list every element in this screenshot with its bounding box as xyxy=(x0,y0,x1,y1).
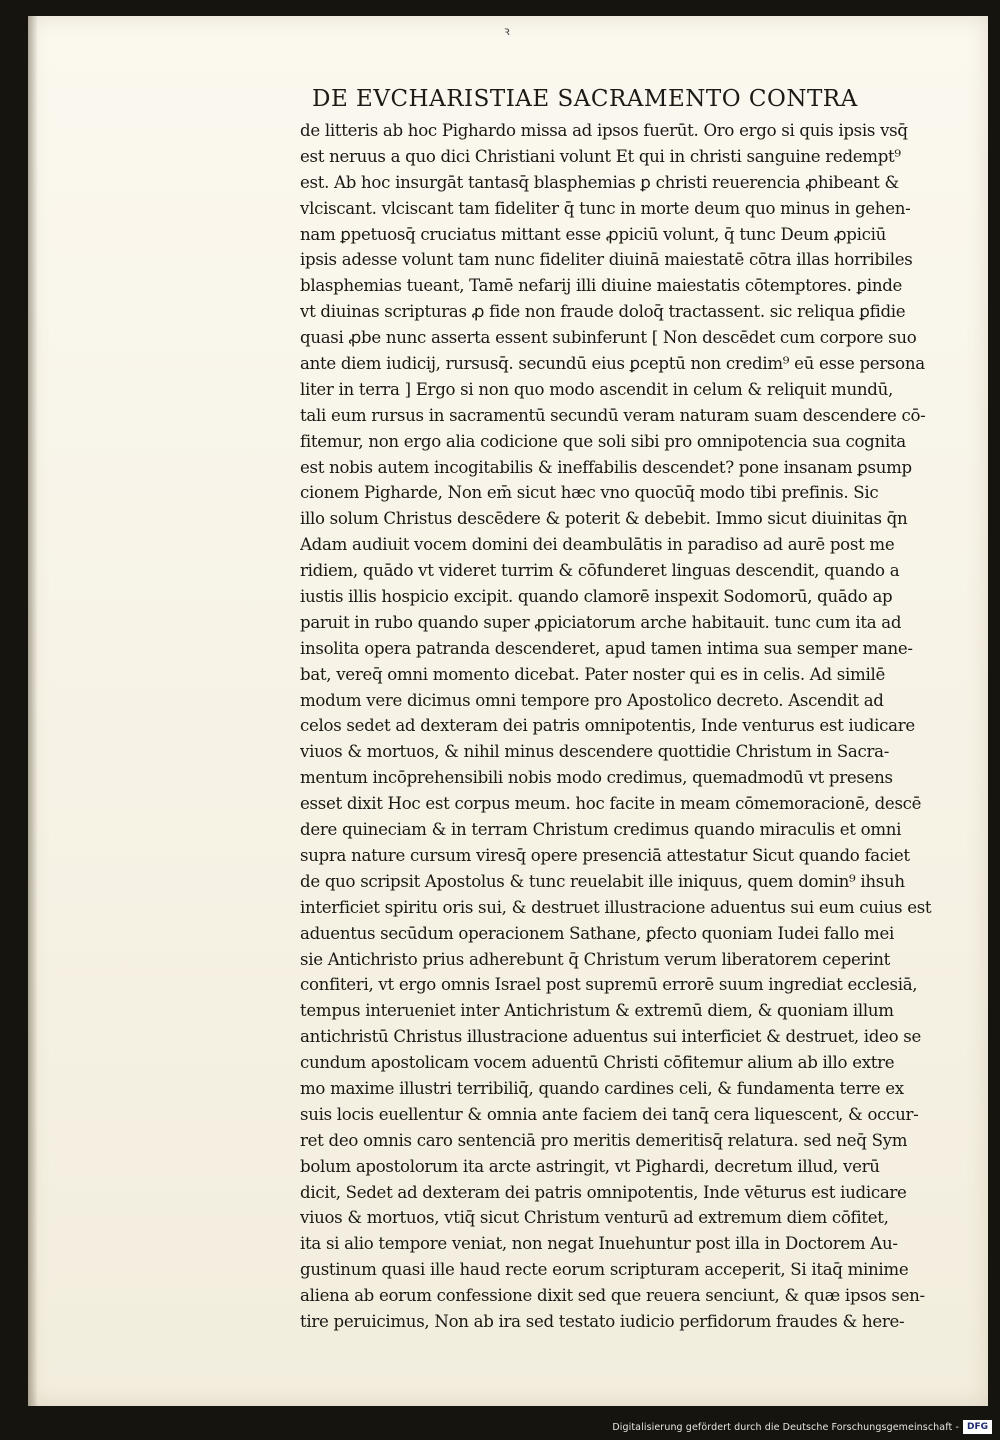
text-line: est neruus a quo dici Christiani volunt Et qui in christi sanguine redempt⁹ xyxy=(300,146,901,166)
text-line: mo maxime illustri terribiliq̄, quando cardines celi, & fundamenta terre ex xyxy=(300,1078,904,1098)
text-line: suis locis euellentur & omnia ante faciem dei tanq̄ cera liquescent, & occur- xyxy=(300,1104,919,1124)
text-line: celos sedet ad dexteram dei patris omnipotentis, Inde venturus est iudicare xyxy=(300,716,915,736)
text-line: ret deo omnis caro sentenciā pro meritis demeritisq̄ relatura. sed neq̄ Sym xyxy=(300,1130,908,1150)
text-line: ita si alio tempore veniat, non negat Inuehuntur post illa in Doctorem Au- xyxy=(300,1234,898,1254)
text-line: tire peruicimus, Non ab ira sed testato iudicio perfidorum fraudes & here- xyxy=(300,1311,905,1331)
text-line: blasphemias tueant, Tamē nefarij illi diuine maiestatis cōtemptores. ꝑinde xyxy=(300,276,903,296)
page-shadow-edge xyxy=(28,16,38,1406)
text-line: interficiet spiritu oris sui, & destruet illustracione aduentus sui eum cuius est xyxy=(300,897,932,917)
text-line: viuos & mortuos, vtiq̄ sicut Christum venturū ad extremum diem cōfitet, xyxy=(300,1208,889,1228)
text-line: vt diuinas scripturas ꝓ fide non fraude doloq̄ tractassent. sic reliqua ꝑfidie xyxy=(300,302,906,322)
text-line: aliena ab eorum confessione dixit sed que reuera senciunt, & quæ ipsos sen- xyxy=(300,1286,925,1306)
text-line: fitemur, non ergo alia codicione que soli sibi pro omnipotencia sua cognita xyxy=(300,431,906,451)
crop-mark: ꝛ xyxy=(504,24,510,38)
text-line: quasi ꝓbe nunc asserta essent subinferunt [ Non descēdet cum corpore suo xyxy=(300,328,917,348)
text-line: ridiem, quādo vt videret turrim & cōfunderet linguas descendit, quando a xyxy=(300,561,900,581)
text-line: nam ꝑpetuosq̄ cruciatus mittant esse ꝓpiciū volunt, q̄ tunc Deum ꝓpiciū xyxy=(300,224,887,244)
text-line: cionem Pigharde, Non em̄ sicut hæc vno quocūq̄ modo tibi prefinis. Sic xyxy=(300,483,879,503)
text-line: viuos & mortuos, & nihil minus descendere quottidie Christum in Sacra- xyxy=(300,742,890,762)
footer-credit xyxy=(612,1420,992,1434)
text-line: ante diem iudicij, rursusq̄. secundū eius ꝑceptū non credim⁹ eū esse persona xyxy=(300,354,925,374)
text-line: de quo scripsit Apostolus & tunc reuelabit ille iniquus, quem domin⁹ ihsuh xyxy=(300,871,905,891)
footer-credit-text: Digitalisierung gefördert durch die Deutsche Forschungsgemeinschaft - xyxy=(612,1421,959,1433)
text-line: de litteris ab hoc Pighardo missa ad ipsos fuerūt. Oro ergo si quis ipsis vsq̄ xyxy=(300,121,908,140)
text-line: bat, vereq̄ omni momento dicebat. Pater noster qui es in celis. Ad similē xyxy=(300,664,885,684)
text-line: mentum incōprehensibili nobis modo credimus, quemadmodū vt presens xyxy=(300,768,893,788)
page-heading: DE EVCHARISTIAE SACRAMENTO CONTRA xyxy=(312,86,858,112)
body-text-block xyxy=(300,118,940,1335)
text-line: supra nature cursum viresq̄ opere presenciā attestatur Sicut quando faciet xyxy=(300,845,910,865)
text-line: Adam audiuit vocem domini dei deambulātis in paradiso ad aurē post me xyxy=(300,535,895,555)
text-line: liter in terra ] Ergo si non quo modo ascendit in celum & reliquit mundū, xyxy=(300,379,893,399)
text-line: paruit in rubo quando super ꝓpiciatorum arche habitauit. tunc cum ita ad xyxy=(300,612,902,632)
text-line: vlciscant. vlciscant tam fideliter q̄ tunc in morte deum quo minus in gehen- xyxy=(300,198,911,218)
text-line: gustinum quasi ille haud recte eorum scripturam acceperit, Si itaq̄ minime xyxy=(300,1260,909,1280)
text-line: insolita opera patranda descenderet, apud tamen intima sua semper mane- xyxy=(300,638,913,658)
text-line: aduentus secūdum operacionem Sathane, ꝑfecto quoniam Iudei fallo mei xyxy=(300,923,894,943)
text-line: modum vere dicimus omni tempore pro Apostolico decreto. Ascendit ad xyxy=(300,690,884,710)
text-line: bolum apostolorum ita arcte astringit, vt Pighardi, decretum illud, verū xyxy=(300,1156,880,1176)
text-line: tali eum rursus in sacramentū secundū veram naturam suam descendere cō- xyxy=(300,405,926,425)
text-line: ipsis adesse volunt tam nunc fideliter diuinā maiestatē cōtra illas horribiles xyxy=(300,250,913,270)
text-line: est nobis autem incogitabilis & ineffabilis descendet? pone insanam ꝑsump xyxy=(300,457,912,477)
text-line: sie Antichristo prius adherebunt q̄ Christum verum liberatorem ceperint xyxy=(300,949,890,969)
text-line: illo solum Christus descēdere & poterit & debebit. Immo sicut diuinitas q̄n xyxy=(300,509,908,529)
text-line: dere quineciam & in terram Christum credimus quando miraculis et omni xyxy=(300,820,902,840)
text-line: confiteri, vt ergo omnis Israel post supremū errorē suum ingrediat ecclesiā, xyxy=(300,975,918,995)
text-line: esset dixit Hoc est corpus meum. hoc facite in meam cōmemoracionē, descē xyxy=(300,794,922,814)
text-line: tempus interueniet inter Antichristum & extremū diem, & quoniam illum xyxy=(300,1001,894,1021)
text-line: est. Ab hoc insurgāt tantasq̄ blasphemias ꝑ christi reuerencia ꝓhibeant & xyxy=(300,172,899,192)
text-line: cundum apostolicam vocem aduentū Christi cōfitemur alium ab illo extre xyxy=(300,1053,895,1073)
text-line: iustis illis hospicio excipit. quando clamorē inspexit Sodomorū, quādo ap xyxy=(300,587,893,607)
text-line: dicit, Sedet ad dexteram dei patris omnipotentis, Inde vēturus est iudicare xyxy=(300,1182,907,1202)
dfg-logo-icon: DFG xyxy=(963,1420,992,1434)
text-line: antichristū Christus illustracione aduentus sui interficiet & destruet, ideo se xyxy=(300,1027,922,1047)
